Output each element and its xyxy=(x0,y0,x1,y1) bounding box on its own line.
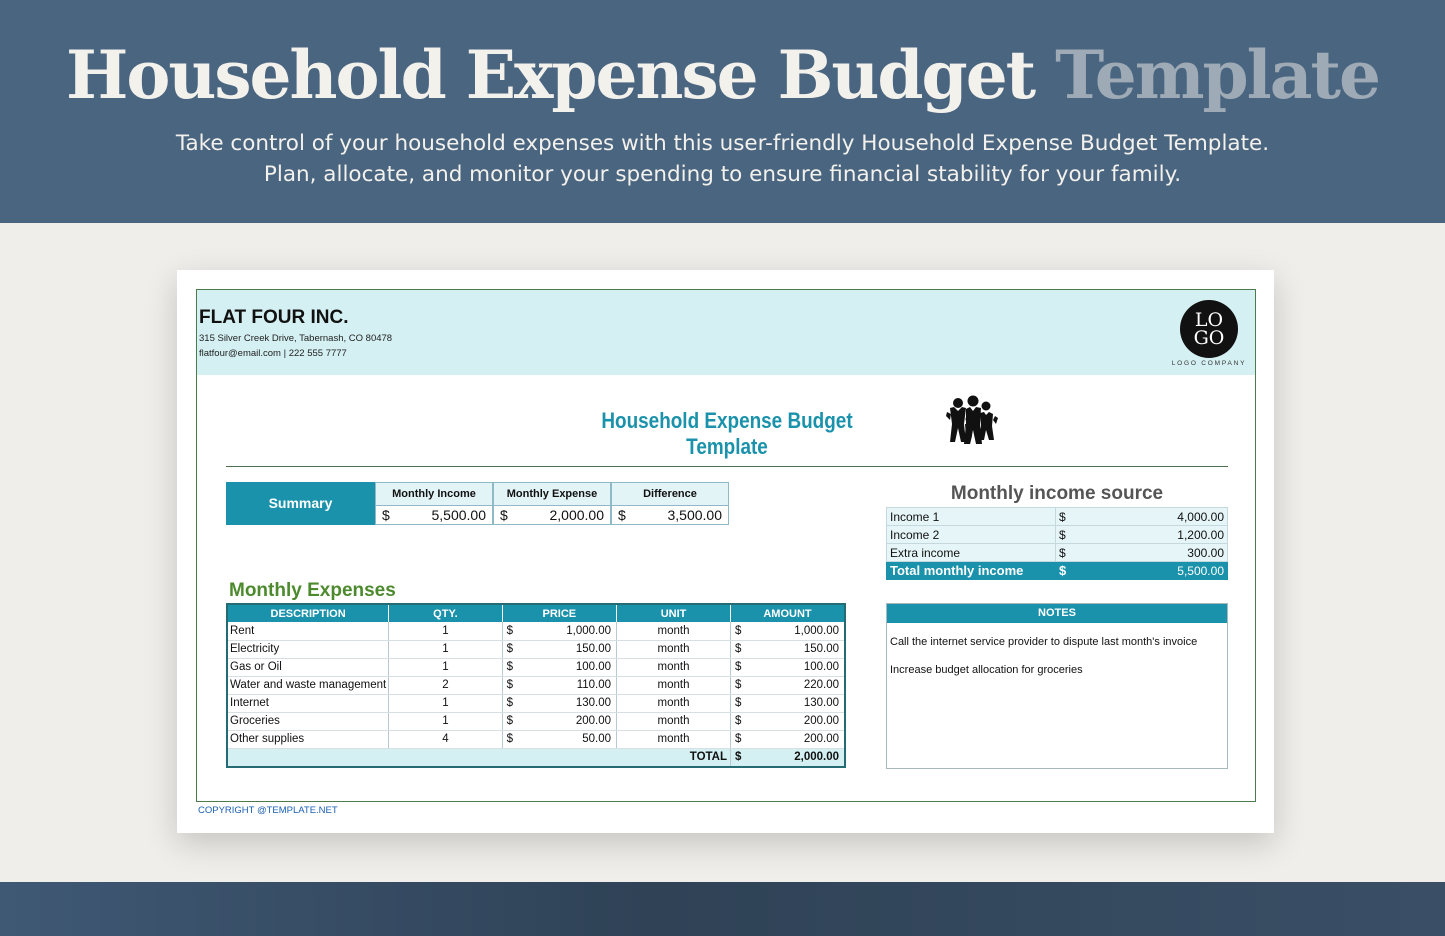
template-sheet xyxy=(177,270,1274,833)
expense-qty[interactable]: 4 xyxy=(389,730,502,748)
banner-desc-line2: Plan, allocate, and monitor your spending to ensure financial stability for your family. xyxy=(263,162,1182,187)
income-row xyxy=(887,544,1228,562)
income-total-row xyxy=(887,562,1228,580)
summary-block xyxy=(226,482,729,525)
expense-description[interactable]: Electricity xyxy=(227,640,389,658)
expenses-table xyxy=(226,603,846,768)
income-value[interactable]: 1,200.00 xyxy=(1072,526,1228,544)
expense-unit[interactable]: month xyxy=(617,658,731,676)
currency-symbol: $ xyxy=(502,622,518,640)
notes-header: NOTES xyxy=(887,604,1227,623)
income-total-label: Total monthly income xyxy=(887,562,1056,580)
expenses-header-row xyxy=(227,604,845,622)
currency-symbol: $ xyxy=(502,658,518,676)
logo-line1: LO xyxy=(1194,309,1224,331)
income-value[interactable]: 300.00 xyxy=(1072,544,1228,562)
expense-amount: 220.00 xyxy=(746,676,845,694)
currency-symbol: $ xyxy=(1056,526,1072,544)
expense-row xyxy=(227,622,845,640)
currency-symbol: $ xyxy=(731,712,747,730)
expense-description[interactable]: Groceries xyxy=(227,712,389,730)
currency-symbol: $ xyxy=(1056,508,1072,526)
expense-description[interactable]: Gas or Oil xyxy=(227,658,389,676)
expense-row xyxy=(227,730,845,748)
expense-description[interactable]: Other supplies xyxy=(227,730,389,748)
currency-symbol: $ xyxy=(1056,544,1072,562)
expense-price[interactable]: 150.00 xyxy=(518,640,617,658)
company-name: FLAT FOUR INC. xyxy=(199,307,349,328)
expense-amount: 100.00 xyxy=(746,658,845,676)
sheet-frame xyxy=(196,289,1256,802)
expense-amount: 200.00 xyxy=(746,712,845,730)
expense-row xyxy=(227,694,845,712)
summary-header: Monthly Income xyxy=(376,483,492,506)
expense-amount: 200.00 xyxy=(746,730,845,748)
expense-row xyxy=(227,676,845,694)
expense-unit[interactable]: month xyxy=(617,694,731,712)
logo-icon xyxy=(1180,300,1238,358)
logo-caption: LOGO COMPANY xyxy=(1171,360,1247,367)
expense-price[interactable]: 200.00 xyxy=(518,712,617,730)
summary-value[interactable]: 2,000.00 xyxy=(549,507,604,523)
top-banner xyxy=(0,0,1445,223)
expense-price[interactable]: 110.00 xyxy=(518,676,617,694)
currency-symbol: $ xyxy=(731,622,747,640)
company-address: 315 Silver Creek Drive, Tabernash, CO 80478 xyxy=(199,333,393,344)
title-divider xyxy=(226,466,1228,467)
currency-symbol: $ xyxy=(618,507,626,523)
summary-monthly-income xyxy=(375,482,493,525)
expense-description[interactable]: Rent xyxy=(227,622,389,640)
expense-qty[interactable]: 2 xyxy=(389,676,502,694)
expense-row xyxy=(227,658,845,676)
summary-value[interactable]: 5,500.00 xyxy=(431,507,486,523)
expenses-title: Monthly Expenses xyxy=(229,580,396,601)
copyright-text: COPYRIGHT @TEMPLATE.NET xyxy=(198,805,338,816)
expense-qty[interactable]: 1 xyxy=(389,694,502,712)
summary-value[interactable]: 3,500.00 xyxy=(667,507,722,523)
expense-qty[interactable]: 1 xyxy=(389,622,502,640)
expense-row xyxy=(227,640,845,658)
expenses-total-row xyxy=(227,748,845,767)
currency-symbol: $ xyxy=(502,640,518,658)
income-label[interactable]: Income 2 xyxy=(887,526,1056,544)
currency-symbol: $ xyxy=(502,676,518,694)
currency-symbol: $ xyxy=(731,730,747,748)
summary-monthly-expense xyxy=(493,482,611,525)
column-header-amount: AMOUNT xyxy=(731,604,845,622)
banner-description xyxy=(0,128,1445,190)
summary-difference xyxy=(611,482,729,525)
currency-symbol: $ xyxy=(382,507,390,523)
currency-symbol: $ xyxy=(731,640,747,658)
banner-title-faded: Template xyxy=(1055,36,1379,114)
company-contact: flatfour@email.com | 222 555 7777 xyxy=(199,348,347,359)
expenses-total-value: 2,000.00 xyxy=(746,748,845,767)
expense-unit[interactable]: month xyxy=(617,622,731,640)
summary-label: Summary xyxy=(226,482,375,525)
expenses-total-label: TOTAL xyxy=(227,748,731,767)
expense-unit[interactable]: month xyxy=(617,676,731,694)
income-total-value: 5,500.00 xyxy=(1072,562,1228,580)
income-label[interactable]: Income 1 xyxy=(887,508,1056,526)
expense-price[interactable]: 130.00 xyxy=(518,694,617,712)
expense-price[interactable]: 100.00 xyxy=(518,658,617,676)
currency-symbol: $ xyxy=(1056,562,1072,580)
income-source-table xyxy=(886,507,1228,580)
document-title: Household Expense Budget Template xyxy=(601,408,853,459)
currency-symbol: $ xyxy=(731,658,747,676)
notes-panel xyxy=(886,603,1228,769)
expense-amount: 150.00 xyxy=(746,640,845,658)
expense-price[interactable]: 50.00 xyxy=(518,730,617,748)
company-header xyxy=(197,290,1255,375)
currency-symbol: $ xyxy=(500,507,508,523)
banner-title-main: Household Expense Budget xyxy=(66,36,1035,114)
column-header-description: DESCRIPTION xyxy=(227,604,389,622)
currency-symbol: $ xyxy=(502,712,518,730)
note-item[interactable]: Increase budget allocation for groceries xyxy=(890,664,1083,676)
expense-qty[interactable]: 1 xyxy=(389,712,502,730)
income-source-title: Monthly income source xyxy=(950,483,1164,504)
column-header-price: PRICE xyxy=(502,604,616,622)
summary-header: Monthly Expense xyxy=(494,483,610,506)
currency-symbol: $ xyxy=(731,676,747,694)
expense-unit[interactable]: month xyxy=(617,712,731,730)
income-row xyxy=(887,508,1228,526)
income-label[interactable]: Extra income xyxy=(887,544,1056,562)
currency-symbol: $ xyxy=(731,748,747,767)
expense-price[interactable]: 1,000.00 xyxy=(518,622,617,640)
expense-row xyxy=(227,712,845,730)
note-item[interactable]: Call the internet service provider to dispute last month's invoice xyxy=(890,636,1198,648)
currency-symbol: $ xyxy=(731,694,747,712)
family-icon xyxy=(944,394,998,448)
banner-desc-line1: Take control of your household expenses with this user-friendly Household Expense Budget Template. xyxy=(175,131,1270,156)
expense-unit[interactable]: month xyxy=(617,730,731,748)
summary-header: Difference xyxy=(612,483,728,506)
expense-description[interactable]: Internet xyxy=(227,694,389,712)
expense-unit[interactable]: month xyxy=(617,640,731,658)
column-header-unit: UNIT xyxy=(617,604,731,622)
expense-qty[interactable]: 1 xyxy=(389,658,502,676)
income-value[interactable]: 4,000.00 xyxy=(1072,508,1228,526)
column-header-qty: QTY. xyxy=(389,604,502,622)
expense-amount: 1,000.00 xyxy=(746,622,845,640)
expense-qty[interactable]: 1 xyxy=(389,640,502,658)
currency-symbol: $ xyxy=(502,730,518,748)
expense-amount: 130.00 xyxy=(746,694,845,712)
expense-description[interactable]: Water and waste management xyxy=(227,676,389,694)
currency-symbol: $ xyxy=(502,694,518,712)
income-row xyxy=(887,526,1228,544)
bottom-band xyxy=(0,882,1445,936)
logo-line2: GO xyxy=(1193,327,1225,349)
banner-title xyxy=(0,36,1445,114)
